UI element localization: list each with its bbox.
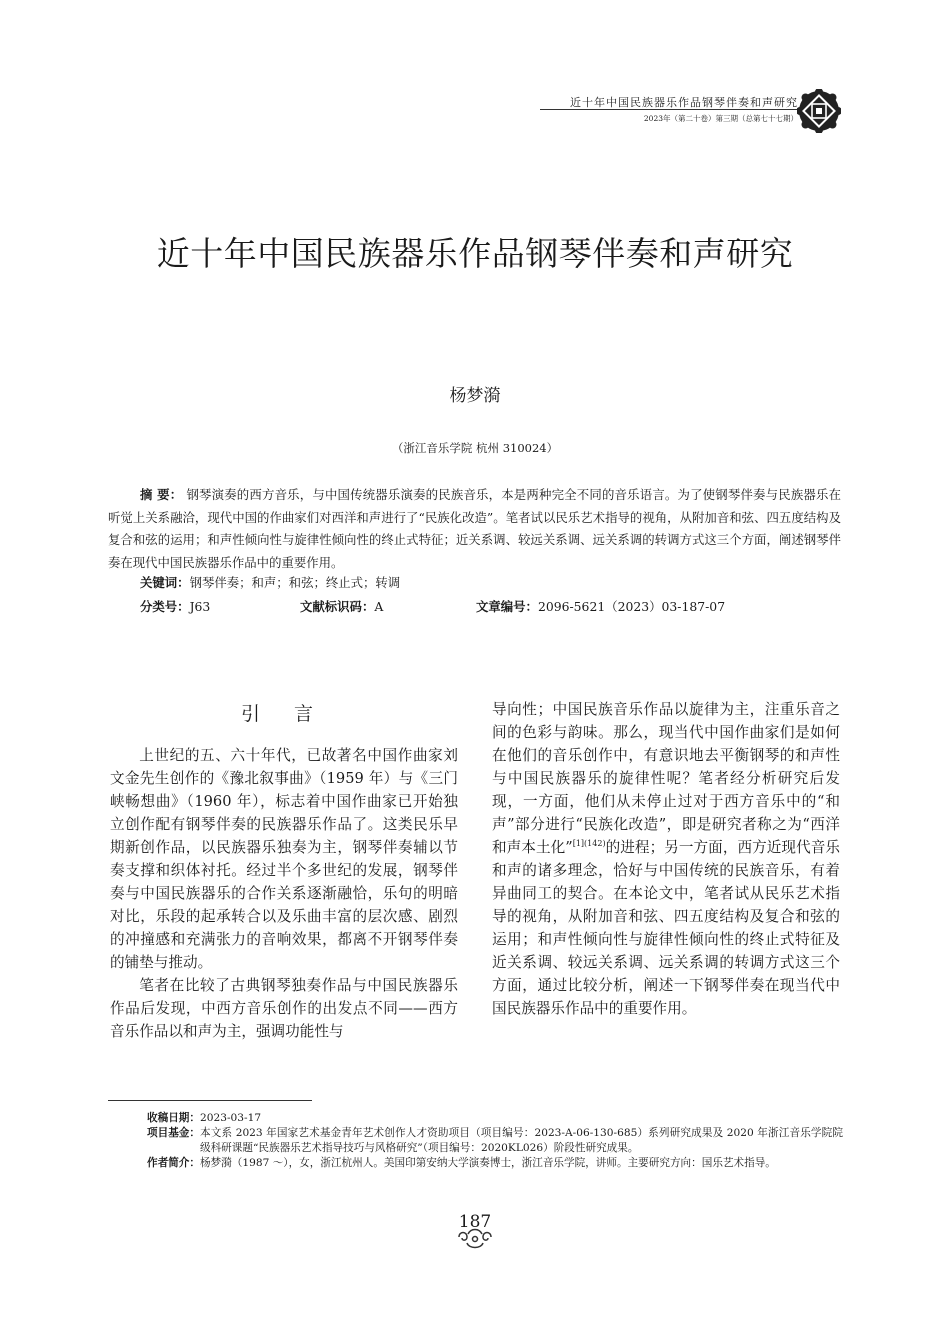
journal-emblem-icon <box>797 89 841 133</box>
body-paragraph-continued: 导向性；中国民族音乐作品以旋律为主，注重乐音之间的色彩与韵味。那么，现当代中国作曲家们是如何在他们的音乐创作中，有意识地去平衡钢琴的和声性与中国民族器乐的旋律性呢？笔者经分析研究后发现，一方面，他们从未停止过对于西方音乐中的“和声”部分进行“民族化改造”，即是研究者称之为“西洋和声本土化”$^{[1](142)}$的进程；另一方面，西方近现代音乐和声的诸多理念，恰好与中国传统的民族音乐，有着异曲同工的契合。在本论文中，笔者试从民乐艺术指导的视角，从附加音和弦、四五度结构及复合和弦的运用；和声性倾向性与旋律性倾向性的终止式特征及近关系调、较远关系调、远关系调的转调方式这三个方面，通过比较分析，阐述一下钢琴伴奏在现当代中国民族器乐作品中的重要作用。 <box>492 701 840 1017</box>
footnote-received: 收稿日期： 2023-03-17 <box>147 1112 262 1124</box>
body-column-right <box>492 698 840 1020</box>
classification-row <box>140 597 840 617</box>
body-column-left <box>110 744 458 1043</box>
footnote-author-bio: 作者简介： 杨梦漪（1987 ～），女，浙江杭州人。美国印第安纳大学演奏博士，浙江音乐学院，讲师。主要研究方向：国乐艺术指导。 <box>147 1157 776 1169</box>
cloud-ornament-icon <box>454 1225 496 1253</box>
footnote-funding: 项目基金： 本文系 2023 年国家艺术基金青年艺术创作人才资助项目（项目编号：2023-A-06-130-685）系列研究成果及 2020 年浙江音乐学院院级科研课题“民族器乐艺术指导技巧与风格研究”（项目编号：2020KL026）阶段性研究成果。 <box>147 1127 843 1154</box>
clc-number: 分类号：J63 <box>140 599 211 614</box>
author-affiliation: （浙江音乐学院 杭州 310024） <box>391 441 559 455</box>
page-number: 187 <box>458 1212 492 1232</box>
running-header-rule <box>540 109 798 110</box>
document-code: 文献标识码：A <box>300 599 384 614</box>
body-paragraph: 上世纪的五、六十年代，已故著名中国作曲家刘文金先生创作的《豫北叙事曲》（1959 年）与《三门峡畅想曲》（1960 年），标志着中国作曲家已开始独立创作配有钢琴伴奏的民族器乐作品了。这类民乐早期新创作品，以民族器乐独奏为主，钢琴伴奏辅以节奏支撑和织体衬托。经过半个多世纪的发展，钢琴伴奏与中国民族器乐的合作关系逐渐融恰，乐句的明暗对比，乐段的起承转合以及乐曲丰富的层次感、剧烈的冲撞感和充满张力的音响效果，都离不开钢琴伴奏的铺垫与推动。 <box>110 747 458 971</box>
citation-reference[interactable]: [1](142) <box>572 839 606 848</box>
keywords-label: 关键词： <box>140 575 190 590</box>
keywords <box>140 573 400 591</box>
abstract-label: 摘 要： <box>140 487 183 502</box>
abstract-text: 钢琴演奏的西方音乐，与中国传统器乐演奏的民族音乐，本是两种完全不同的音乐语言。为了使钢琴伴奏与民族器乐在听觉上关系融洽，现代中国的作曲家们对西洋和声进行了“民族化改造”。笔者试以民乐艺术指导的视角，从附加音和弦、四五度结构及复合和弦的运用；和声性倾向性与旋律性倾向性的终止式特征；近关系调、较远关系调、远关系调的转调方式这三个方面，阐述钢琴伴奏在现代中国民族器乐作品中的重要作用。 <box>108 487 841 570</box>
body-paragraph: 笔者在比较了古典钢琴独奏作品与中国民族器乐作品后发现，中西方音乐创作的出发点不同——西方音乐作品以和声为主，强调功能性与 <box>110 977 458 1040</box>
article-number: 文章编号：2096-5621（2023）03-187-07 <box>476 599 726 614</box>
footnotes <box>108 1111 843 1171</box>
author-name: 杨梦漪 <box>449 386 501 406</box>
running-header-title: 近十年中国民族器乐作品钢琴伴奏和声研究 <box>570 96 798 109</box>
article-title: 近十年中国民族器乐作品钢琴伴奏和声研究 <box>156 234 794 273</box>
abstract <box>108 484 841 574</box>
footnote-rule <box>108 1100 312 1101</box>
running-header-issue: 2023年（第二十卷）第三期（总第七十七期） <box>643 114 798 123</box>
section-heading-introduction: 引 言 <box>240 703 328 725</box>
keywords-text: 钢琴伴奏；和声；和弦；终止式；转调 <box>189 575 401 590</box>
